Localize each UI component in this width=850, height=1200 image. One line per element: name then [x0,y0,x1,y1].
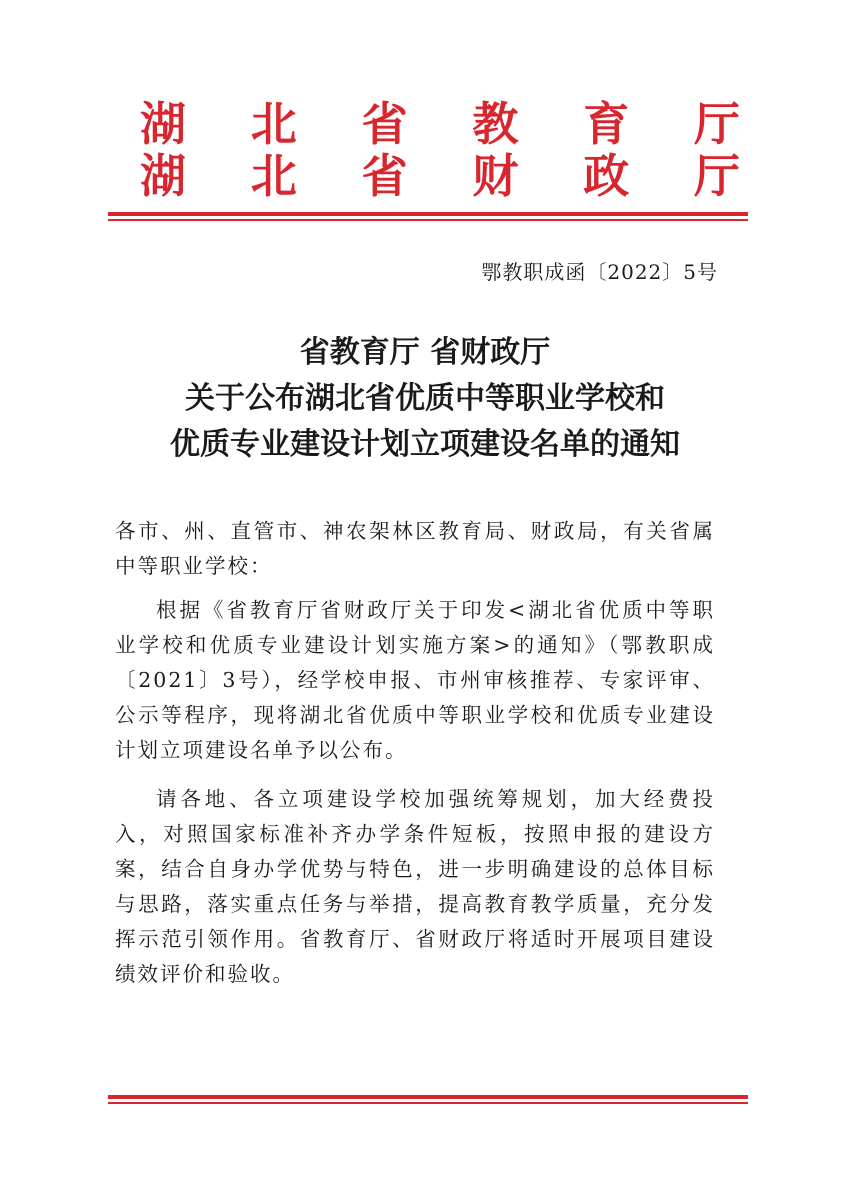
header-char: 厅 [693,97,740,151]
title-line-2: 关于公布湖北省优质中等职业学校和 [185,381,665,416]
document-number: 鄂教职成函〔2022〕5号 [481,260,718,284]
issuer-name-finance-dept [140,150,740,202]
issuer-name-education-dept [140,98,740,150]
header-divider-thin [108,219,748,221]
header-char: 省 [361,97,408,151]
header-char: 湖 [140,97,186,151]
salutation: 各市、州、直管市、神农架林区教育局、财政局，有关省属中等职业学校： [115,519,715,578]
header-char: 厅 [693,149,740,203]
title-line-1: 省教育厅 省财政厅 [299,335,551,370]
header-char: 省 [361,149,408,203]
header-char: 湖 [140,149,186,203]
document-title [0,330,850,468]
header-char: 财 [472,149,519,203]
header-char: 教 [472,97,519,151]
body-paragraph-1: 根据《省教育厅省财政厅关于印发<湖北省优质中等职业学校和优质专业建设计划实施方案>的通知》（鄂教职成〔2021〕3号），经学校申报、市州审核推荐、专家评审、公示等程序，现将湖北省优质中等职业学校和优质专业建设计划立项建设名单予以公布。 [115,598,715,762]
document-body [115,514,715,992]
header-char: 北 [250,149,297,203]
title-line-3: 优质专业建设计划立项建设名单的通知 [170,427,680,462]
header-char: 政 [583,149,630,203]
header-divider-thick [108,212,748,216]
header-char: 育 [583,97,630,151]
body-paragraph-2: 请各地、各立项建设学校加强统筹规划，加大经费投入，对照国家标准补齐办学条件短板，按照申报的建设方案，结合自身办学优势与特色，进一步明确建设的总体目标与思路，落实重点任务与举措，提高教育教学质量，充分发挥示范引领作用。省教育厅、省财政厅将适时开展项目建设绩效评价和验收。 [115,787,715,986]
footer-divider-thick [108,1095,748,1099]
header-char: 北 [250,97,297,151]
footer-divider-thin [108,1102,748,1104]
